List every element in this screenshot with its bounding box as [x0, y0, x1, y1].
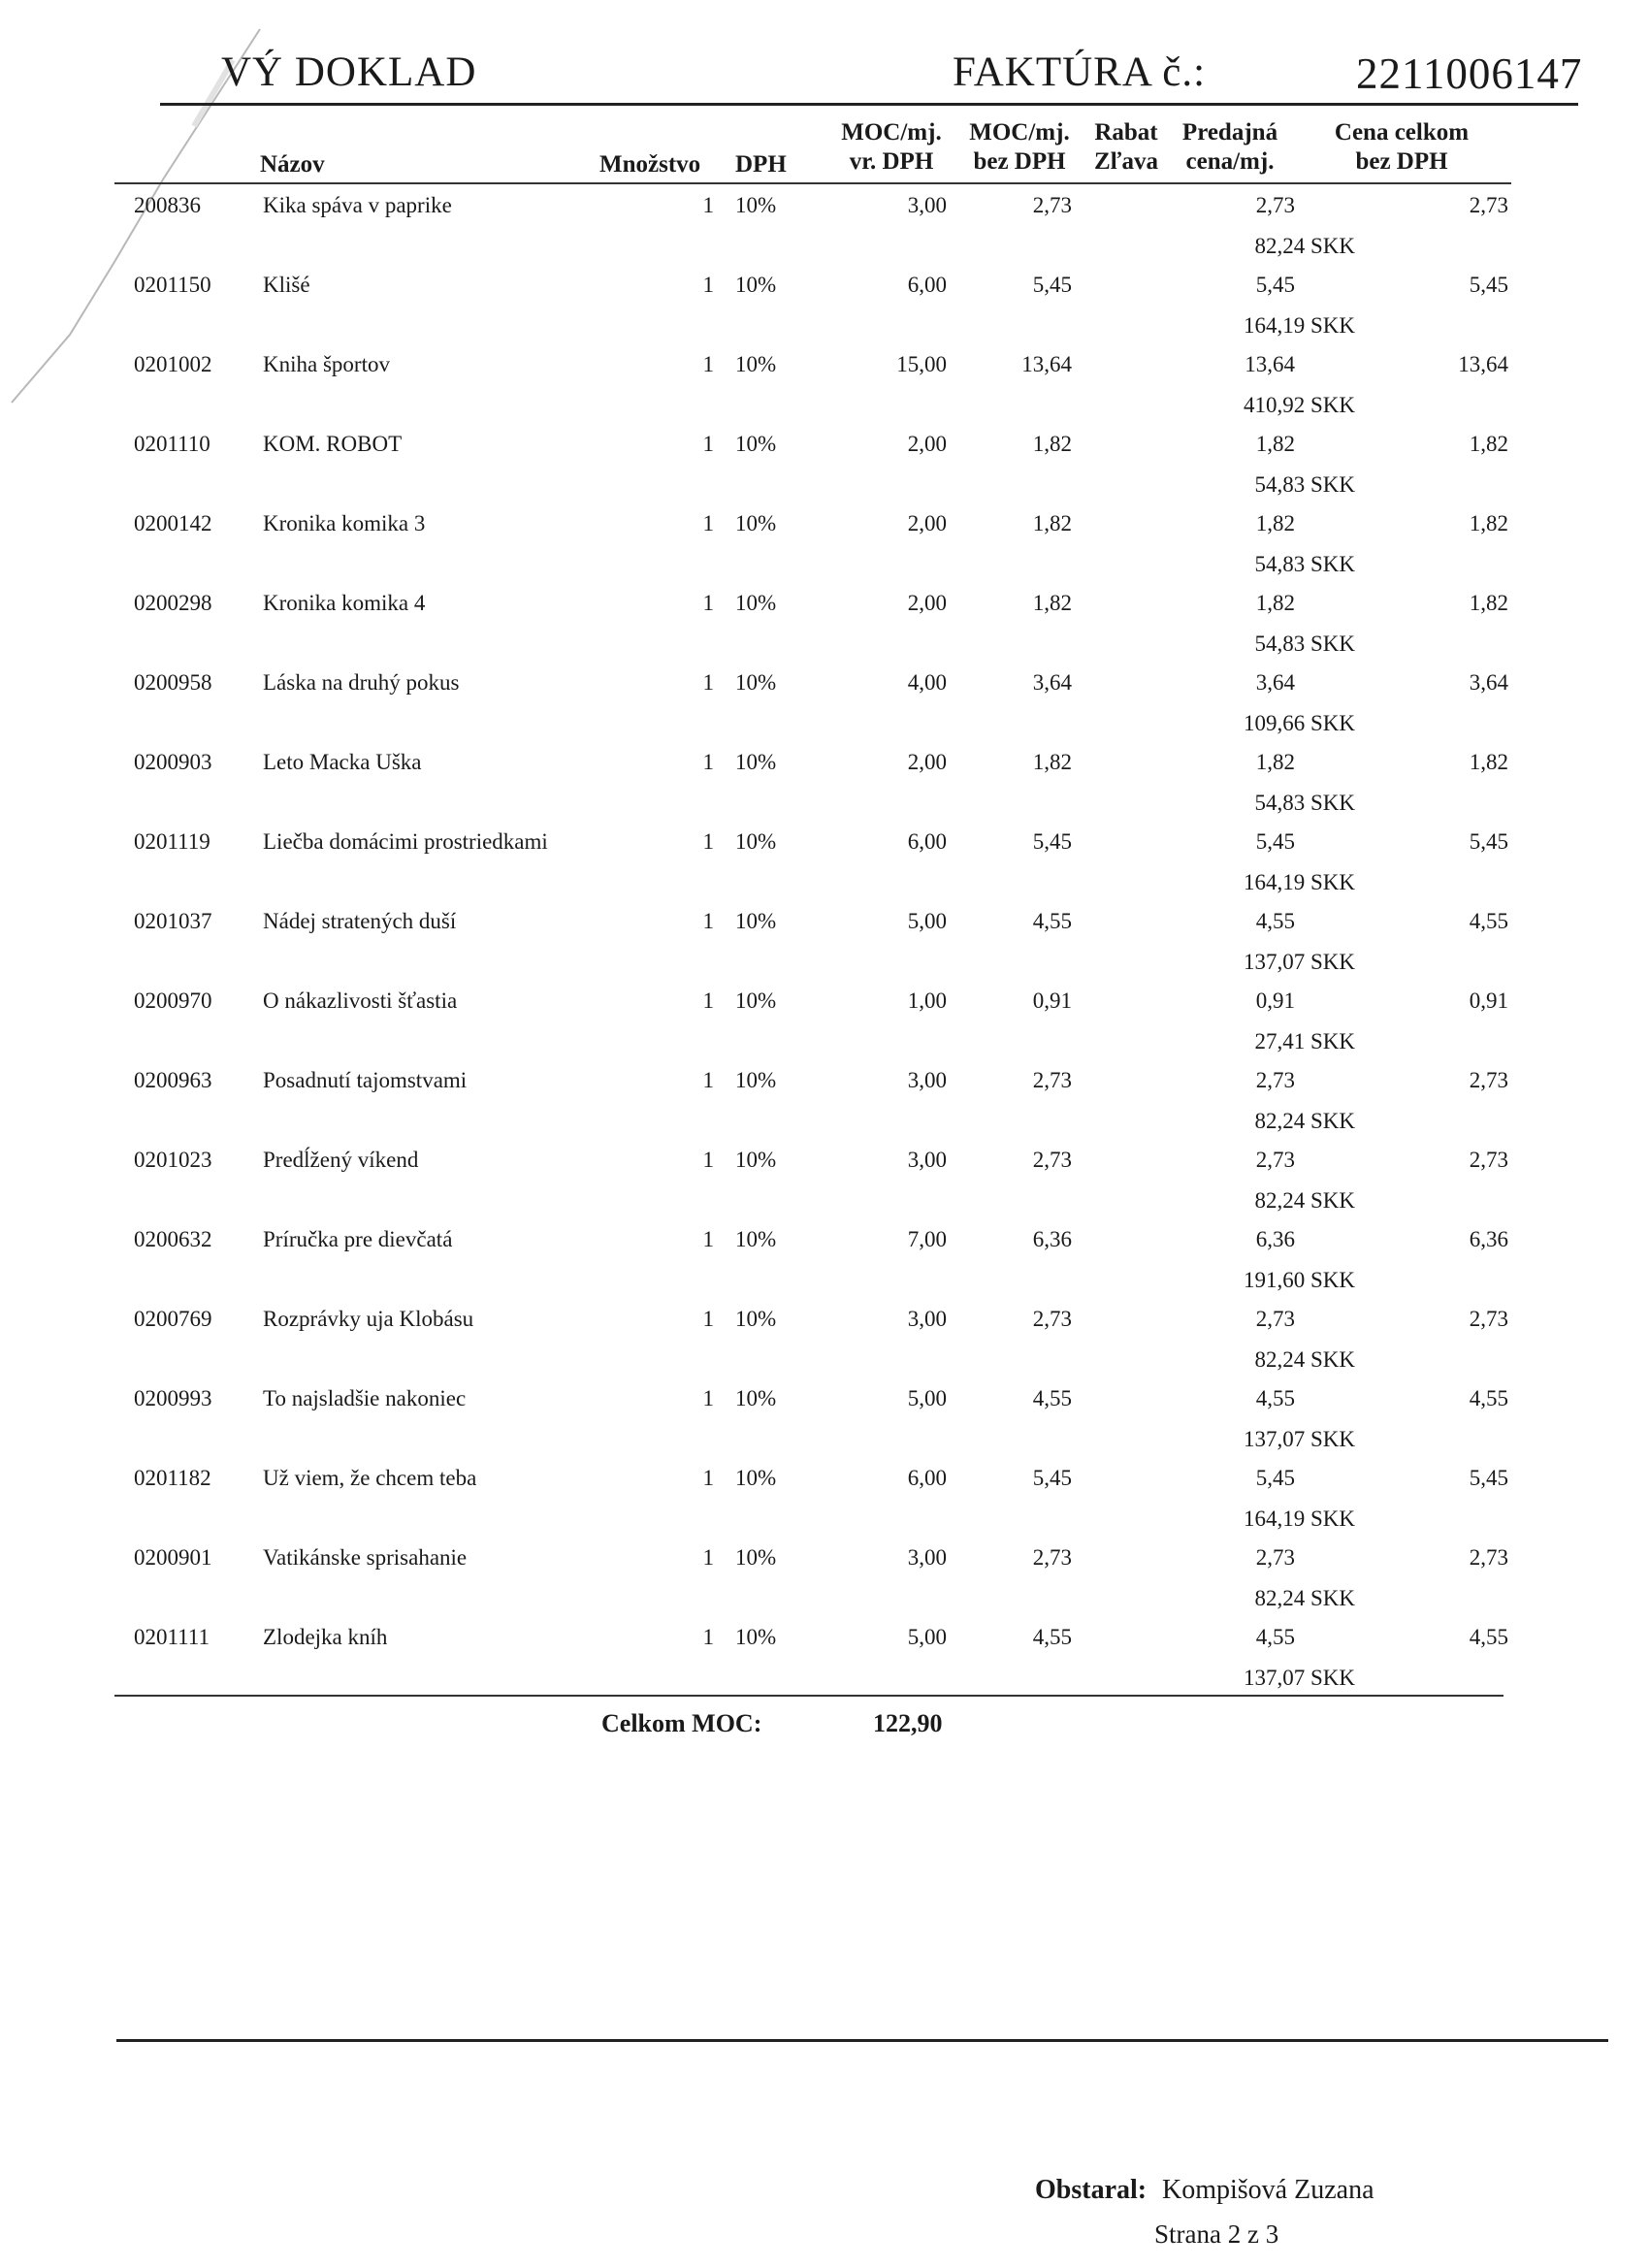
- item-vat-rate: 10%: [735, 1466, 777, 1490]
- item-total-without-vat: 3,64: [1469, 670, 1508, 695]
- item-moc-with-vat: 5,00: [907, 909, 947, 933]
- item-price-skk: 54,83 SKK: [1254, 632, 1355, 656]
- item-total-without-vat: 1,82: [1469, 511, 1508, 535]
- item-code: 0200142: [134, 511, 212, 535]
- item-sale-price: 2,73: [1255, 1148, 1295, 1172]
- column-header-moc-vr-line1: MOC/mj.: [841, 119, 942, 146]
- item-name: KOM. ROBOT: [263, 432, 403, 456]
- item-name: Kika spáva v paprike: [263, 193, 452, 217]
- item-name: Liečba domácimi prostriedkami: [263, 829, 548, 854]
- item-moc-without-vat: 1,82: [1032, 511, 1072, 535]
- table-row: [0, 1466, 1649, 1545]
- item-vat-rate: 10%: [735, 829, 777, 854]
- item-code: 0200958: [134, 670, 212, 695]
- item-sale-price: 5,45: [1255, 1466, 1295, 1490]
- item-moc-without-vat: 2,73: [1032, 1545, 1072, 1570]
- item-quantity: 1: [702, 909, 714, 933]
- item-moc-without-vat: 4,55: [1032, 909, 1072, 933]
- item-total-without-vat: 1,82: [1469, 750, 1508, 774]
- table-row: [0, 1545, 1649, 1625]
- column-header-moc-vr-line2: vr. DPH: [849, 148, 934, 175]
- item-total-without-vat: 5,45: [1469, 829, 1508, 854]
- item-moc-with-vat: 6,00: [907, 273, 947, 297]
- item-quantity: 1: [702, 1466, 714, 1490]
- total-value: 122,90: [873, 1709, 943, 1737]
- item-sale-price: 1,82: [1255, 511, 1295, 535]
- table-row: [0, 273, 1649, 352]
- item-sale-price: 4,55: [1255, 1625, 1295, 1649]
- item-price-skk: 82,24 SKK: [1254, 1109, 1355, 1133]
- item-code: 0200970: [134, 988, 212, 1013]
- invoice-label: FAKTÚRA č.:: [953, 49, 1207, 95]
- item-moc-without-vat: 5,45: [1032, 273, 1072, 297]
- item-name: Láska na druhý pokus: [263, 670, 460, 695]
- column-header-predajna: [1174, 118, 1286, 177]
- table-row: [0, 1625, 1649, 1704]
- item-quantity: 1: [702, 1227, 714, 1251]
- item-price-skk: 82,24 SKK: [1254, 234, 1355, 258]
- item-vat-rate: 10%: [735, 1625, 777, 1649]
- item-code: 0201150: [134, 273, 211, 297]
- item-moc-with-vat: 6,00: [907, 829, 947, 854]
- item-sale-price: 5,45: [1255, 829, 1295, 854]
- column-header-predajna-line1: Predajná: [1181, 119, 1278, 146]
- item-total-without-vat: 2,73: [1469, 1148, 1508, 1172]
- item-vat-rate: 10%: [735, 591, 777, 615]
- item-code: 0200632: [134, 1227, 212, 1251]
- item-price-skk: 191,60 SKK: [1243, 1268, 1355, 1292]
- item-price-skk: 164,19 SKK: [1243, 870, 1355, 894]
- item-quantity: 1: [702, 1307, 714, 1331]
- item-price-skk: 82,24 SKK: [1254, 1347, 1355, 1372]
- total-label: Celkom MOC:: [601, 1709, 762, 1737]
- item-vat-rate: 10%: [735, 1068, 777, 1092]
- column-header-moc-bez-line1: MOC/mj.: [969, 119, 1070, 146]
- item-quantity: 1: [702, 1625, 714, 1649]
- item-price-skk: 54,83 SKK: [1254, 552, 1355, 576]
- item-code: 200836: [134, 193, 201, 217]
- item-code: 0201037: [134, 909, 212, 933]
- item-quantity: 1: [702, 988, 714, 1013]
- table-row: [0, 670, 1649, 750]
- item-vat-rate: 10%: [735, 1307, 777, 1331]
- item-moc-without-vat: 4,55: [1032, 1625, 1072, 1649]
- item-price-skk: 27,41 SKK: [1254, 1029, 1355, 1053]
- item-moc-without-vat: 3,64: [1032, 670, 1072, 695]
- table-row: [0, 1227, 1649, 1307]
- item-moc-with-vat: 5,00: [907, 1386, 947, 1410]
- item-name: Príručka pre dievčatá: [263, 1227, 453, 1251]
- item-sale-price: 2,73: [1255, 1307, 1295, 1331]
- item-code: 0201023: [134, 1148, 212, 1172]
- item-total-without-vat: 2,73: [1469, 1068, 1508, 1092]
- table-row: [0, 1148, 1649, 1227]
- item-moc-with-vat: 3,00: [907, 1307, 947, 1331]
- item-moc-without-vat: 5,45: [1032, 1466, 1072, 1490]
- column-header-mnozstvo: Množstvo: [599, 151, 701, 178]
- item-total-without-vat: 1,82: [1469, 591, 1508, 615]
- item-sale-price: 13,64: [1245, 352, 1295, 376]
- item-price-skk: 54,83 SKK: [1254, 472, 1355, 497]
- item-vat-rate: 10%: [735, 432, 777, 456]
- item-moc-without-vat: 5,45: [1032, 829, 1072, 854]
- item-price-skk: 164,19 SKK: [1243, 1507, 1355, 1531]
- item-name: Posadnutí tajomstvami: [263, 1068, 468, 1092]
- column-header-dph: DPH: [735, 151, 787, 178]
- table-row: [0, 829, 1649, 909]
- item-sale-price: 4,55: [1255, 1386, 1295, 1410]
- item-code: 0200901: [134, 1545, 212, 1570]
- item-moc-without-vat: 1,82: [1032, 432, 1072, 456]
- item-total-without-vat: 4,55: [1469, 1386, 1508, 1410]
- item-sale-price: 2,73: [1255, 1068, 1295, 1092]
- item-name: Nádej stratených duší: [263, 909, 457, 933]
- item-total-without-vat: 0,91: [1469, 988, 1508, 1013]
- item-sale-price: 4,55: [1255, 909, 1295, 933]
- item-code: 0201182: [134, 1466, 211, 1490]
- item-quantity: 1: [702, 1545, 714, 1570]
- column-header-cena-line2: bez DPH: [1355, 148, 1448, 175]
- item-moc-with-vat: 2,00: [907, 591, 947, 615]
- table-row: [0, 352, 1649, 432]
- item-sale-price: 5,45: [1255, 273, 1295, 297]
- item-price-skk: 137,07 SKK: [1243, 950, 1355, 974]
- item-price-skk: 410,92 SKK: [1243, 393, 1355, 417]
- column-header-moc-bez-line2: bez DPH: [973, 148, 1066, 175]
- item-moc-without-vat: 13,64: [1021, 352, 1072, 376]
- item-code: 0200903: [134, 750, 212, 774]
- item-name: Vatikánske sprisahanie: [263, 1545, 468, 1570]
- item-sale-price: 1,82: [1255, 432, 1295, 456]
- item-price-skk: 137,07 SKK: [1243, 1427, 1355, 1451]
- item-name: Kronika komika 4: [263, 591, 426, 615]
- item-name: O nákazlivosti šťastia: [263, 988, 458, 1013]
- item-sale-price: 2,73: [1255, 193, 1295, 217]
- item-moc-with-vat: 5,00: [907, 1625, 947, 1649]
- item-moc-with-vat: 1,00: [907, 988, 947, 1013]
- item-quantity: 1: [702, 432, 714, 456]
- table-row: [0, 591, 1649, 670]
- item-sale-price: 1,82: [1255, 591, 1295, 615]
- item-sale-price: 1,82: [1255, 750, 1295, 774]
- item-vat-rate: 10%: [735, 1227, 777, 1251]
- item-moc-without-vat: 0,91: [1032, 988, 1072, 1013]
- table-bottom-rule: [114, 1695, 1504, 1697]
- header-rule: [160, 103, 1578, 106]
- item-name: Rozprávky uja Klobásu: [263, 1307, 474, 1331]
- item-moc-without-vat: 2,73: [1032, 1148, 1072, 1172]
- item-code: 0200769: [134, 1307, 212, 1331]
- obtained-by-label: Obstaral:: [1035, 2175, 1148, 2205]
- item-quantity: 1: [702, 352, 714, 376]
- column-header-rabat-line1: Rabat: [1094, 119, 1158, 146]
- item-sale-price: 6,36: [1255, 1227, 1295, 1251]
- obtained-by-name: Kompišová Zuzana: [1162, 2175, 1374, 2205]
- item-moc-without-vat: 2,73: [1032, 1068, 1072, 1092]
- column-header-rabat: [1083, 118, 1170, 177]
- item-total-without-vat: 5,45: [1469, 1466, 1508, 1490]
- footer-rule: [116, 2039, 1608, 2042]
- item-moc-with-vat: 2,00: [907, 750, 947, 774]
- item-quantity: 1: [702, 193, 714, 217]
- table-row: [0, 909, 1649, 988]
- item-quantity: 1: [702, 750, 714, 774]
- item-quantity: 1: [702, 829, 714, 854]
- column-header-cena-line1: Cena celkom: [1334, 119, 1470, 146]
- item-name: Klišé: [263, 273, 310, 297]
- column-header-rabat-line2: Zľava: [1094, 148, 1158, 175]
- item-quantity: 1: [702, 1148, 714, 1172]
- item-vat-rate: 10%: [735, 1386, 777, 1410]
- item-moc-with-vat: 3,00: [907, 1148, 947, 1172]
- item-vat-rate: 10%: [735, 909, 777, 933]
- item-price-skk: 54,83 SKK: [1254, 791, 1355, 815]
- item-code: 0201111: [134, 1625, 210, 1649]
- item-code: 0200963: [134, 1068, 212, 1092]
- item-moc-without-vat: 2,73: [1032, 193, 1072, 217]
- item-name: Leto Macka Uška: [263, 750, 422, 774]
- item-total-without-vat: 4,55: [1469, 1625, 1508, 1649]
- table-row: [0, 1068, 1649, 1148]
- item-quantity: 1: [702, 1068, 714, 1092]
- item-quantity: 1: [702, 591, 714, 615]
- item-moc-with-vat: 3,00: [907, 1545, 947, 1570]
- item-vat-rate: 10%: [735, 193, 777, 217]
- item-vat-rate: 10%: [735, 273, 777, 297]
- item-sale-price: 3,64: [1255, 670, 1295, 695]
- item-moc-without-vat: 4,55: [1032, 1386, 1072, 1410]
- item-total-without-vat: 13,64: [1458, 352, 1508, 376]
- item-name: To najsladšie nakoniec: [263, 1386, 467, 1410]
- item-total-without-vat: 1,82: [1469, 432, 1508, 456]
- item-moc-with-vat: 2,00: [907, 432, 947, 456]
- item-moc-without-vat: 1,82: [1032, 750, 1072, 774]
- item-vat-rate: 10%: [735, 750, 777, 774]
- column-header-moc-bez-dph: [960, 118, 1079, 177]
- item-vat-rate: 10%: [735, 1148, 777, 1172]
- column-header-predajna-line2: cena/mj.: [1185, 148, 1275, 175]
- invoice-number: 2211006147: [1356, 49, 1583, 98]
- item-total-without-vat: 2,73: [1469, 1307, 1508, 1331]
- item-moc-with-vat: 4,00: [907, 670, 947, 695]
- item-vat-rate: 10%: [735, 1545, 777, 1570]
- item-price-skk: 82,24 SKK: [1254, 1586, 1355, 1610]
- item-vat-rate: 10%: [735, 352, 777, 376]
- item-name: Kronika komika 3: [263, 511, 426, 535]
- item-quantity: 1: [702, 273, 714, 297]
- item-moc-with-vat: 3,00: [907, 1068, 947, 1092]
- item-quantity: 1: [702, 511, 714, 535]
- item-moc-without-vat: 6,36: [1032, 1227, 1072, 1251]
- item-quantity: 1: [702, 670, 714, 695]
- column-header-rule: [114, 182, 1511, 184]
- item-name: Predĺžený víkend: [263, 1148, 419, 1172]
- item-name: Už viem, že chcem teba: [263, 1466, 477, 1490]
- item-moc-with-vat: 3,00: [907, 193, 947, 217]
- item-moc-without-vat: 2,73: [1032, 1307, 1072, 1331]
- document-title: VÝ DOKLAD: [221, 49, 477, 95]
- column-header-nazov: Názov: [260, 151, 325, 178]
- item-total-without-vat: 5,45: [1469, 273, 1508, 297]
- item-total-without-vat: 2,73: [1469, 193, 1508, 217]
- item-sale-price: 2,73: [1255, 1545, 1295, 1570]
- item-price-skk: 164,19 SKK: [1243, 313, 1355, 338]
- item-moc-without-vat: 1,82: [1032, 591, 1072, 615]
- item-price-skk: 137,07 SKK: [1243, 1666, 1355, 1690]
- item-vat-rate: 10%: [735, 988, 777, 1013]
- table-row: [0, 988, 1649, 1068]
- item-code: 0201002: [134, 352, 212, 376]
- item-price-skk: 82,24 SKK: [1254, 1188, 1355, 1213]
- item-total-without-vat: 4,55: [1469, 909, 1508, 933]
- item-price-skk: 109,66 SKK: [1243, 711, 1355, 735]
- table-row: [0, 1307, 1649, 1386]
- page-number: Strana 2 z 3: [1154, 2219, 1279, 2249]
- item-moc-with-vat: 7,00: [907, 1227, 947, 1251]
- item-moc-with-vat: 6,00: [907, 1466, 947, 1490]
- table-row: [0, 511, 1649, 591]
- item-code: 0200298: [134, 591, 212, 615]
- item-quantity: 1: [702, 1386, 714, 1410]
- item-moc-with-vat: 15,00: [896, 352, 947, 376]
- item-vat-rate: 10%: [735, 511, 777, 535]
- column-header-moc-vr-dph: [832, 118, 951, 177]
- item-total-without-vat: 2,73: [1469, 1545, 1508, 1570]
- item-vat-rate: 10%: [735, 670, 777, 695]
- column-header-cena-celkom: [1310, 118, 1494, 177]
- table-row: [0, 1386, 1649, 1466]
- item-total-without-vat: 6,36: [1469, 1227, 1508, 1251]
- item-name: Kniha športov: [263, 352, 390, 376]
- table-row: [0, 750, 1649, 829]
- item-sale-price: 0,91: [1255, 988, 1295, 1013]
- table-row: [0, 193, 1649, 273]
- table-row: [0, 432, 1649, 511]
- item-code: 0200993: [134, 1386, 212, 1410]
- item-code: 0201110: [134, 432, 210, 456]
- item-moc-with-vat: 2,00: [907, 511, 947, 535]
- item-code: 0201119: [134, 829, 210, 854]
- item-name: Zlodejka kníh: [263, 1625, 388, 1649]
